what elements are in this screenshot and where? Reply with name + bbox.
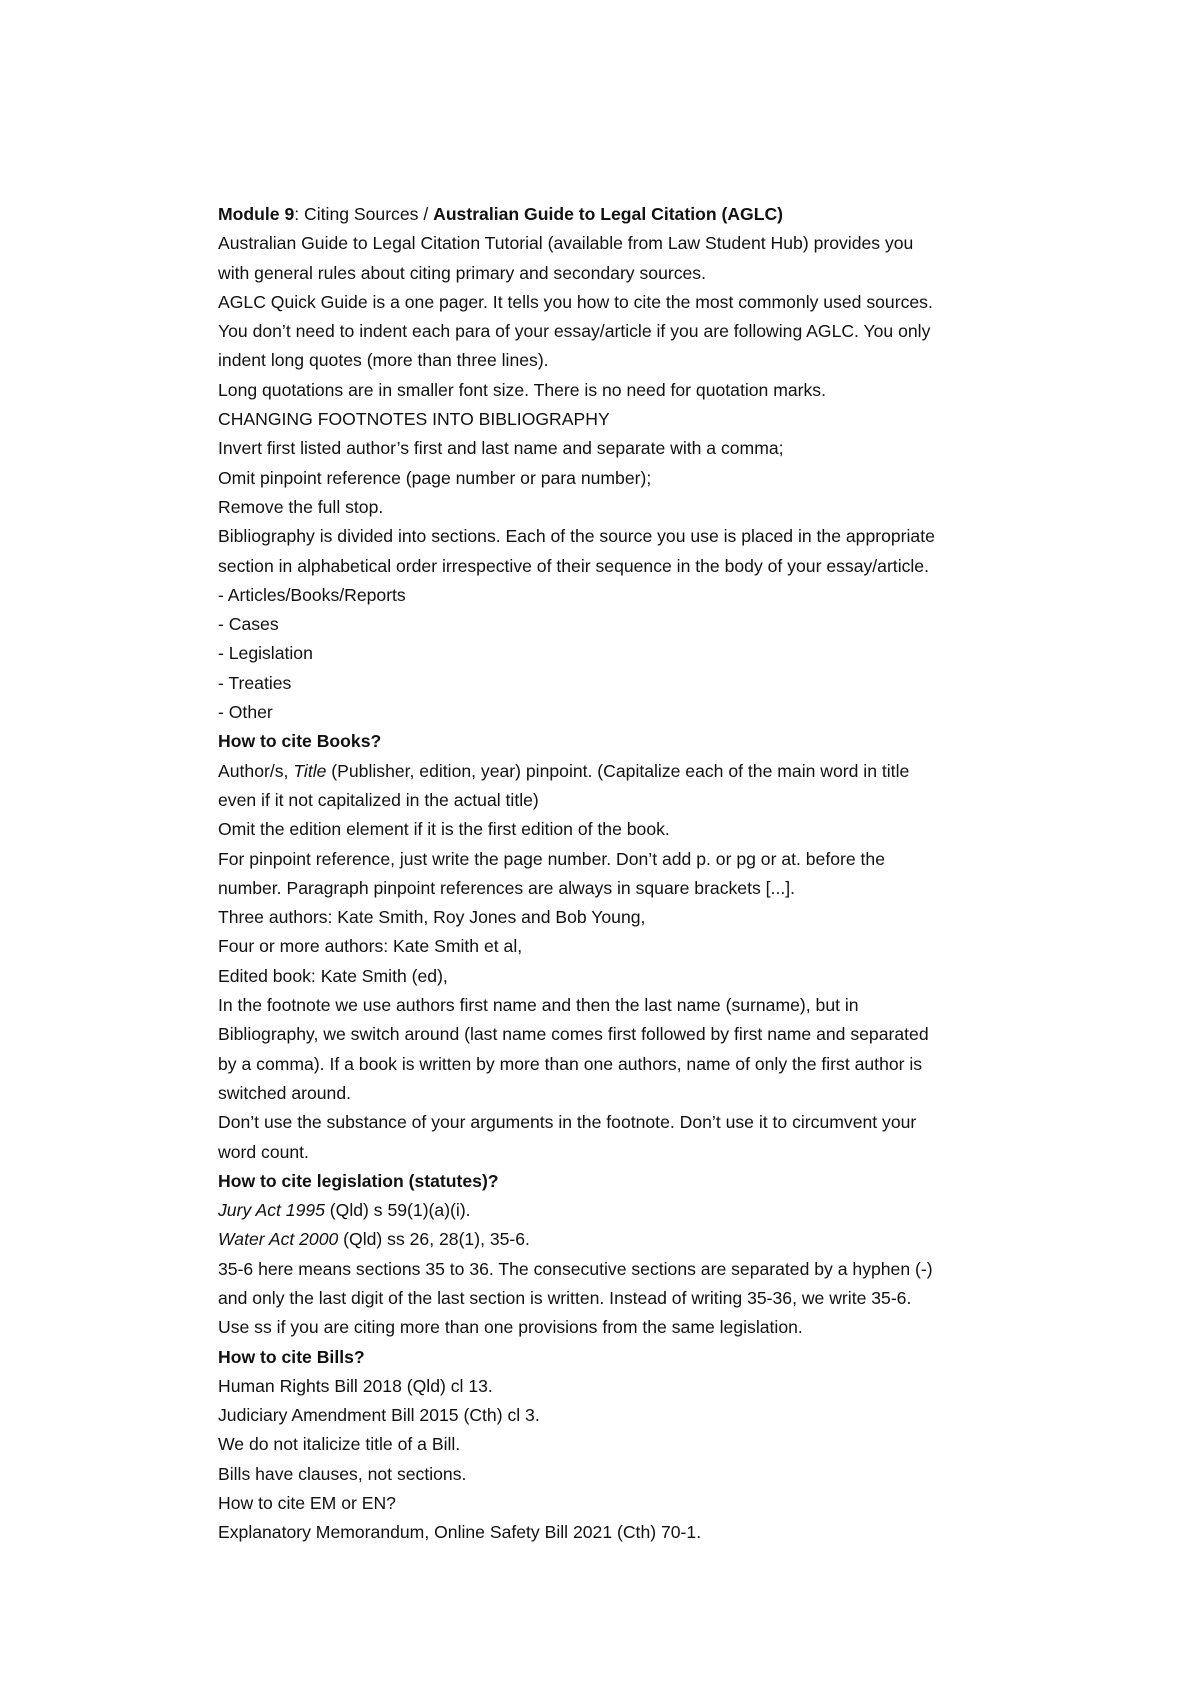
paragraph-line: In the footnote we use authors first name and then the last name (surname), but in	[218, 995, 859, 1016]
paragraph-line: Judiciary Amendment Bill 2015 (Cth) cl 3.	[218, 1405, 540, 1426]
paragraph-line: Human Rights Bill 2018 (Qld) cl 13.	[218, 1375, 493, 1396]
paragraph-line: even if it not capitalized in the actual title)	[218, 789, 539, 810]
paragraph-line: You don’t need to indent each para of your essay/article if you are following AGLC. You only	[218, 321, 931, 342]
paragraph-line: Four or more authors: Kate Smith et al,	[218, 936, 523, 957]
paragraph-line: and only the last digit of the last section is written. Instead of writing 35-36, we write 35-6.	[218, 1287, 912, 1308]
paragraph-line	[218, 757, 1118, 786]
paragraph-line: Remove the full stop.	[218, 496, 384, 517]
statute-citation-rest: (Qld) ss 26, 28(1), 35-6.	[338, 1229, 530, 1250]
books-title-label: Title	[293, 760, 327, 781]
paragraph-line: Australian Guide to Legal Citation Tutorial (available from Law Student Hub) provides you	[218, 233, 914, 254]
paragraph-line: Bibliography, we switch around (last name comes first followed by first name and separated	[218, 1024, 929, 1045]
paragraph-line: number. Paragraph pinpoint references are always in square brackets [...].	[218, 877, 795, 898]
paragraph-line: AGLC Quick Guide is a one pager. It tells you how to cite the most commonly used sources.	[218, 291, 933, 312]
list-item: - Legislation	[218, 643, 313, 664]
paragraph-line: Don’t use the substance of your arguments in the footnote. Don’t use it to circumvent your	[218, 1112, 917, 1133]
paragraph-line: We do not italicize title of a Bill.	[218, 1434, 461, 1455]
module-title-rest: : Citing Sources /	[294, 204, 434, 224]
section-heading-em: How to cite EM or EN?	[218, 1493, 396, 1514]
paragraph-line: Omit the edition element if it is the first edition of the book.	[218, 819, 670, 840]
section-heading-bills: How to cite Bills?	[218, 1346, 365, 1367]
paragraph-line: section in alphabetical order irrespective of their sequence in the body of your essay/article.	[218, 555, 929, 576]
paragraph-line: Use ss if you are citing more than one provisions from the same legislation.	[218, 1317, 803, 1338]
paragraph-line: with general rules about citing primary and secondary sources.	[218, 262, 706, 283]
paragraph-line: by a comma). If a book is written by more than one authors, name of only the first author is	[218, 1053, 923, 1074]
paragraph-line: Bibliography is divided into sections. Each of the source you use is placed in the appropriate	[218, 526, 935, 547]
paragraph-line: Long quotations are in smaller font size. There is no need for quotation marks.	[218, 379, 826, 400]
module-title-bold-prefix: Module 9	[218, 204, 295, 224]
list-item: - Other	[218, 702, 273, 723]
section-heading-legislation: How to cite legislation (statutes)?	[218, 1170, 499, 1191]
section-heading-books: How to cite Books?	[218, 731, 382, 752]
paragraph-line: Omit pinpoint reference (page number or para number);	[218, 467, 652, 488]
statute-title: Jury Act 1995	[218, 1200, 325, 1221]
paragraph-line: Bills have clauses, not sections.	[218, 1463, 467, 1484]
list-item: - Articles/Books/Reports	[218, 584, 406, 605]
paragraph-line	[218, 1196, 1118, 1225]
section-heading-bibliography: CHANGING FOOTNOTES INTO BIBLIOGRAPHY	[218, 409, 610, 430]
paragraph-line: switched around.	[218, 1082, 352, 1103]
books-format-rest: (Publisher, edition, year) pinpoint. (Capitalize each of the main word in title	[326, 760, 910, 781]
document-body	[218, 200, 1118, 1548]
module-title-bold-suffix: Australian Guide to Legal Citation (AGLC)	[433, 204, 784, 224]
paragraph-line: For pinpoint reference, just write the page number. Don’t add p. or pg or at. before the	[218, 848, 885, 869]
paragraph-line	[218, 1225, 1118, 1254]
statute-title: Water Act 2000	[218, 1229, 339, 1250]
paragraph-line: Three authors: Kate Smith, Roy Jones and Bob Young,	[218, 907, 646, 928]
module-title	[218, 200, 1118, 229]
list-item: - Treaties	[218, 672, 292, 693]
paragraph-line: Edited book: Kate Smith (ed),	[218, 965, 448, 986]
paragraph-line: Invert first listed author’s first and last name and separate with a comma;	[218, 438, 784, 459]
paragraph-line: Explanatory Memorandum, Online Safety Bill 2021 (Cth) 70-1.	[218, 1522, 702, 1543]
paragraph-line: 35-6 here means sections 35 to 36. The consecutive sections are separated by a hyphen (-)	[218, 1258, 933, 1279]
statute-citation-rest: (Qld) s 59(1)(a)(i).	[324, 1200, 471, 1221]
paragraph-line: word count.	[218, 1141, 309, 1162]
books-author-label: Author/s,	[218, 760, 294, 781]
paragraph-line: indent long quotes (more than three lines).	[218, 350, 549, 371]
list-item: - Cases	[218, 614, 279, 635]
